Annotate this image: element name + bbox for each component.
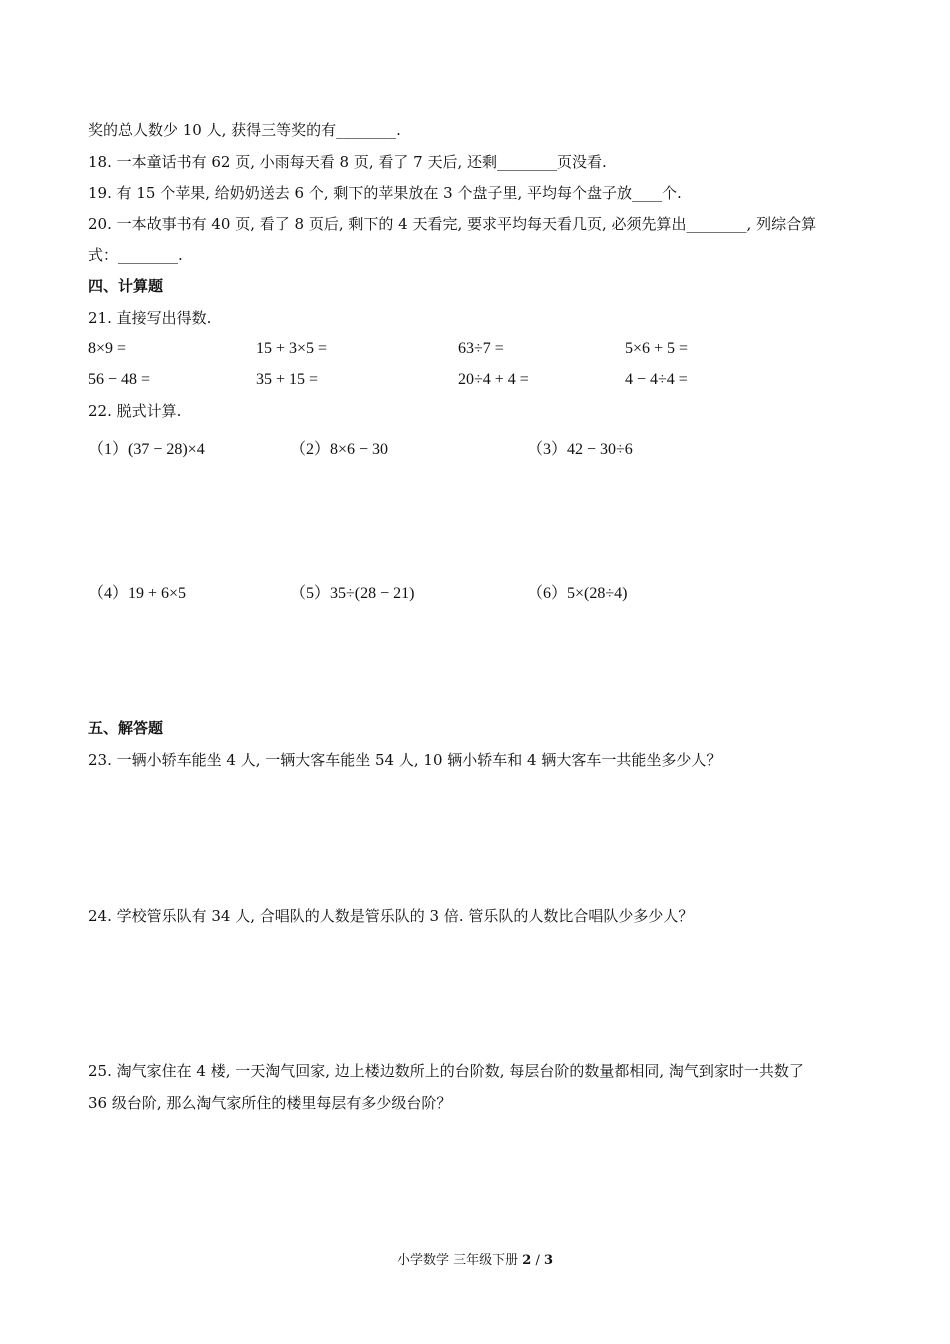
q23-text: 23. 一辆小轿车能坐 4 人, 一辆大客车能坐 54 人, 10 辆小轿车和 4 辆大客车一共能坐多少人？ [88,751,722,769]
q18-text: 18. 一本童话书有 62 页, 小雨每天看 8 页, 看了 7 天后, 还剩________页没看. [88,153,607,171]
q21-item: 15 + 3×5 = [256,340,328,357]
q21-title: 21. 直接写出得数. [88,309,212,327]
q22-title: 22. 脱式计算. [88,402,182,420]
q25-text-line2: 36 级台阶, 那么淘气家所住的楼里每层有多少级台阶？ [88,1094,452,1112]
q22-item: （4）19 + 6×5 [88,585,187,602]
q25-text-line1: 25. 淘气家住在 4 楼, 一天淘气回家, 边上楼边数所上的台阶数, 每层台阶的数量都相同, 淘气到家时一共数了 [88,1062,804,1080]
page-number-total: 3 [543,1253,554,1268]
page-number-separator: / [531,1253,544,1268]
q22-item: （1）(37 − 28)×4 [88,441,205,458]
q21-item: 20÷4 + 4 = [458,371,529,388]
q21-item: 4 − 4÷4 = [625,371,688,388]
q21-item: 56 − 48 = [88,371,151,388]
q21-item: 63÷7 = [458,340,504,357]
q22-item: （2）8×6 − 30 [290,441,389,458]
page-footer [0,1252,950,1270]
q22-item: （3）42 − 30÷6 [527,441,633,458]
q22-item: （6）5×(28÷4) [527,585,628,602]
q24-text: 24. 学校管乐队有 34 人, 合唱队的人数是管乐队的 3 倍. 管乐队的人数比合唱队少多少人？ [88,907,694,925]
q17-tail-text: 奖的总人数少 10 人, 获得三等奖的有________. [88,121,401,139]
q22-item: （5）35÷(28 − 21) [290,585,415,602]
q20-text-line1: 20. 一本故事书有 40 页, 看了 8 页后, 剩下的 4 天看完, 要求平均每天看几页, 必须先算出________, 列综合算 [88,215,817,233]
q20-text-line2: 式：________. [88,246,183,264]
page-number-current: 2 [522,1253,532,1268]
section5-title: 五、解答题 [88,719,164,737]
section4-title: 四、计算题 [88,277,164,295]
q19-text: 19. 有 15 个苹果, 给奶奶送去 6 个, 剩下的苹果放在 3 个盘子里, 平均每个盘子放____个. [88,184,682,202]
q21-item: 8×9 = [88,340,127,357]
q21-item: 35 + 15 = [256,371,319,388]
footer-label: 小学数学 三年级下册 [396,1253,519,1268]
q21-item: 5×6 + 5 = [625,340,689,357]
